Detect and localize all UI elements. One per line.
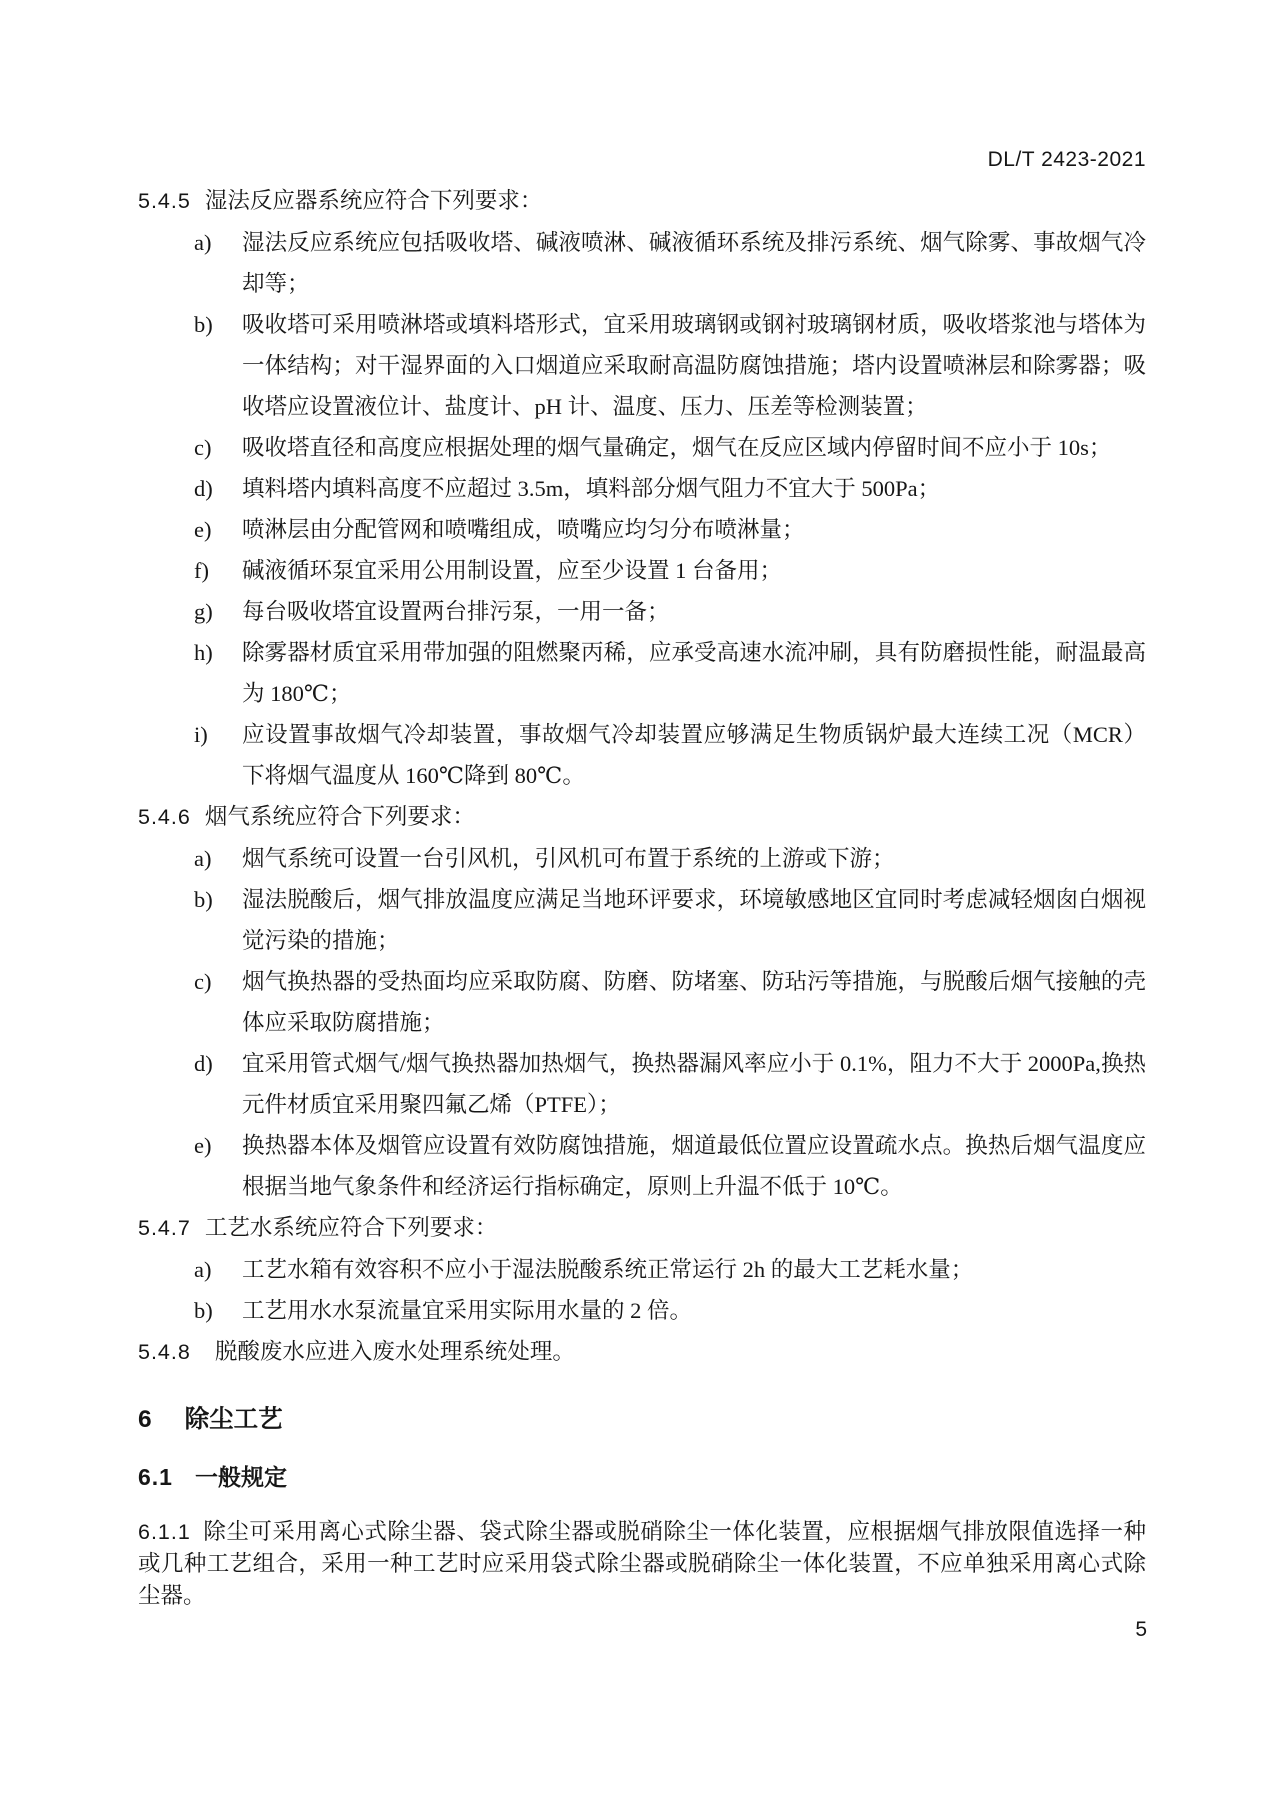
item-text: 喷淋层由分配管网和喷嘴组成，喷嘴应均匀分布喷淋量； — [242, 517, 805, 542]
item-label: h) — [194, 640, 213, 665]
item-label: f) — [194, 558, 209, 583]
list-item — [138, 222, 1146, 304]
item-label: a) — [194, 1257, 212, 1282]
item-text: 工艺水箱有效容积不应小于湿法脱酸系统正常运行 2h 的最大工艺耗水量； — [242, 1257, 974, 1282]
list-item — [138, 838, 1146, 879]
item-text: 烟气系统可设置一台引风机，引风机可布置于系统的上游或下游； — [242, 846, 895, 871]
list-item — [138, 550, 1146, 591]
list-item — [138, 427, 1146, 468]
page-number: 5 — [1135, 1618, 1147, 1641]
clause-5-4-7 — [138, 1207, 1146, 1249]
list-item — [138, 632, 1146, 714]
item-label: a) — [194, 230, 212, 255]
list-item — [138, 961, 1146, 1043]
item-label: b) — [194, 312, 213, 337]
chapter-heading — [138, 1399, 1146, 1440]
item-text: 填料塔内填料高度不应超过 3.5m，填料部分烟气阻力不宜大于 500Pa； — [242, 476, 941, 501]
list-item — [138, 714, 1146, 796]
clause-5-4-6 — [138, 796, 1146, 838]
clause-text: 脱酸废水应进入废水处理系统处理。 — [214, 1339, 575, 1364]
item-label: b) — [194, 1298, 213, 1323]
list-item — [138, 468, 1146, 509]
section-heading — [138, 1457, 1146, 1498]
clause-number: 5.4.5 — [138, 189, 191, 213]
item-text: 碱液循环泵宜采用公用制设置，应至少设置 1 台备用； — [242, 558, 783, 583]
list-item — [138, 1125, 1146, 1207]
item-text: 工艺用水水泵流量宜采用实际用水量的 2 倍。 — [242, 1298, 693, 1323]
clause-6-1-1 — [138, 1516, 1146, 1612]
chapter-title: 除尘工艺 — [184, 1406, 283, 1433]
item-label: d) — [194, 476, 213, 501]
standard-number: DL/T 2423-2021 — [987, 148, 1146, 171]
item-text: 吸收塔可采用喷淋塔或填料塔形式，宜采用玻璃钢或钢衬玻璃钢材质，吸收塔浆池与塔体为一体结构；对干湿界面的入口烟道应采取耐高温防腐蚀措施；塔内设置喷淋层和除雾器；吸收塔应设置液位计、盐度计、pH 计、温度、压力、压差等检测装置； — [242, 312, 1146, 419]
list-item — [138, 591, 1146, 632]
clause-text: 烟气系统应符合下列要求： — [204, 804, 475, 829]
item-text: 应设置事故烟气冷却装置，事故烟气冷却装置应够满足生物质锅炉最大连续工况（MCR）下将烟气温度从 160℃降到 80℃。 — [242, 722, 1146, 788]
list-item — [138, 1290, 1146, 1331]
item-text: 换热器本体及烟管应设置有效防腐蚀措施，烟道最低位置应设置疏水点。换热后烟气温度应根据当地气象条件和经济运行指标确定，原则上升温不低于 10℃。 — [242, 1133, 1146, 1199]
clause-number: 5.4.7 — [138, 1216, 191, 1240]
section-number: 6.1 — [138, 1464, 173, 1490]
item-text: 宜采用管式烟气/烟气换热器加热烟气，换热器漏风率应小于 0.1%，阻力不大于 2000Pa,换热元件材质宜采用聚四氟乙烯（PTFE）； — [242, 1051, 1146, 1117]
section-title: 一般规定 — [194, 1464, 287, 1490]
item-label: e) — [194, 1133, 212, 1158]
clause-number: 6.1.1 — [138, 1520, 191, 1544]
clause-5-4-7-items — [138, 1249, 1146, 1331]
item-label: b) — [194, 887, 213, 912]
item-text: 除雾器材质宜采用带加强的阻燃聚丙稀，应承受高速水流冲刷，具有防磨损性能，耐温最高为 180℃； — [242, 640, 1146, 706]
item-label: e) — [194, 517, 212, 542]
item-label: i) — [194, 722, 208, 747]
clause-text: 除尘可采用离心式除尘器、袋式除尘器或脱硝除尘一体化装置，应根据烟气排放限值选择一种或几种工艺组合，采用一种工艺时应采用袋式除尘器或脱硝除尘一体化装置，不应单独采用离心式除尘器。 — [138, 1519, 1146, 1608]
list-item — [138, 304, 1146, 427]
item-label: d) — [194, 1051, 213, 1076]
clause-5-4-5-items — [138, 222, 1146, 796]
item-text: 每台吸收塔宜设置两台排污泵，一用一备； — [242, 599, 670, 624]
clause-text: 工艺水系统应符合下列要求： — [204, 1215, 498, 1240]
item-text: 湿法反应系统应包括吸收塔、碱液喷淋、碱液循环系统及排污系统、烟气除雾、事故烟气冷却等； — [242, 230, 1146, 296]
item-text: 湿法脱酸后，烟气排放温度应满足当地环评要求，环境敏感地区宜同时考虑减轻烟囱白烟视觉污染的措施； — [242, 887, 1146, 953]
item-label: g) — [194, 599, 213, 624]
clause-text: 湿法反应器系统应符合下列要求： — [204, 188, 543, 213]
clause-5-4-8 — [138, 1331, 1146, 1373]
list-item — [138, 509, 1146, 550]
list-item — [138, 1043, 1146, 1125]
item-label: c) — [194, 969, 212, 994]
clause-5-4-6-items — [138, 838, 1146, 1207]
chapter-number: 6 — [138, 1406, 153, 1433]
item-text: 烟气换热器的受热面均应采取防腐、防磨、防堵塞、防玷污等措施，与脱酸后烟气接触的壳体应采取防腐措施； — [242, 969, 1146, 1035]
list-item — [138, 1249, 1146, 1290]
clause-5-4-5 — [138, 180, 1146, 222]
item-text: 吸收塔直径和高度应根据处理的烟气量确定，烟气在反应区域内停留时间不应小于 10s； — [242, 435, 1112, 460]
clause-number: 5.4.6 — [138, 805, 191, 829]
list-item — [138, 879, 1146, 961]
item-label: c) — [194, 435, 212, 460]
item-label: a) — [194, 846, 212, 871]
page-body — [138, 180, 1146, 1612]
clause-number: 5.4.8 — [138, 1340, 191, 1364]
